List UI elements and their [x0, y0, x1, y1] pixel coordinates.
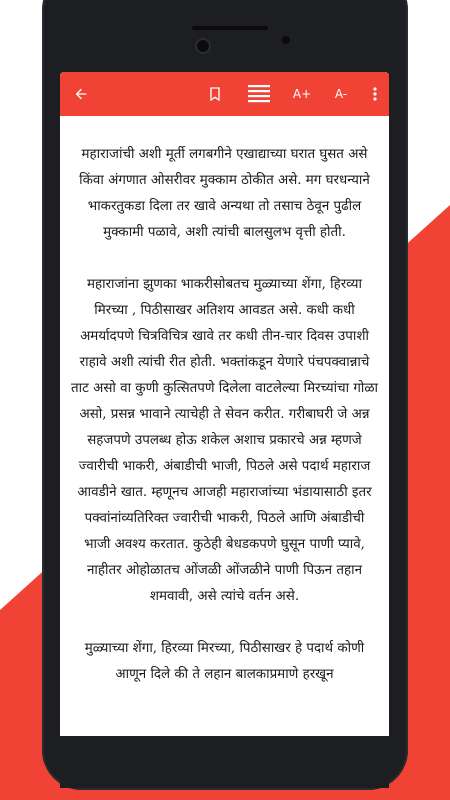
- phone-screen: [60, 72, 389, 736]
- bookmark-button[interactable]: [202, 72, 228, 116]
- bookmark-icon: [207, 86, 223, 102]
- more-options-button[interactable]: [363, 72, 387, 116]
- article-paragraph: मुळ्याच्या शेंगा, हिरव्या मिरच्या, पिठीसाखर हे पदार्थ कोणी आणून दिले की ते लहान बालकाप्रमाणे हरखून: [84, 641, 365, 682]
- earpiece-speaker: [192, 26, 268, 30]
- text-align-icon: [248, 84, 270, 104]
- arrow-left-icon: [73, 86, 89, 102]
- article-paragraph: महाराजांना झुणका भाकरीसोबतच मुळ्याच्या शेंगा, हिरव्या मिरच्या , पिठीसाखर अतिशय आवडत असे. कधी कधी अमर्यादपणे चित्रविचित्र खावे तर कधी तीन-चार दिवस उपाशी राहावे अशी त्यांची रीत होती. भक्तांकडून येणारे पंचपक्वान्नाचे ताट असो वा कुणी कुत्सितपणे दिलेला वाटलेल्या मिरच्यांचा गोळा असो, प्रसन्न भावाने त्याचेही ते सेवन करीत. गरीबाघरी जे अन्न सहजपणे उपलब्ध होऊ शकेल अशाच प्रकारचे अन्न म्हणजे ज्वारीची भाकरी, अंबाडीची भाजी, पिठले असे पदार्थ महाराज आवडीने खात. म्हणूनच आजही महाराजांच्या भंडायासाठी इतर पक्वांनांव्यतिरिक्त ज्वारीची भाकरी, पिठले आणि अंबाडीची भाजी अवश्य करतात. कुठेही बेधडकपणे घुसून पाणी प्यावे, नाहीतर ओहोळातच ओंजळी ओंजळीने पाणी पिऊन तहान शमवावी, असे त्यांचे वर्तन असे.: [71, 277, 378, 604]
- front-camera: [197, 40, 209, 52]
- more-vert-icon: [373, 87, 377, 101]
- article-content[interactable]: [60, 116, 389, 736]
- text-align-button[interactable]: [244, 72, 274, 116]
- back-button[interactable]: [66, 72, 96, 116]
- font-decrease-button[interactable]: A-: [334, 87, 348, 101]
- phone-bottom-bezel: [60, 736, 389, 788]
- app-toolbar: [60, 72, 389, 116]
- proximity-sensor: [282, 36, 290, 44]
- font-increase-button[interactable]: A+: [292, 87, 312, 101]
- article-paragraph: महाराजांची अशी मूर्ती लगबगीने एखाद्याच्या घरात घुसत असे किंवा अंगणात ओसरीवर मुक्काम ठोकीत असे. मग घरधन्याने भाकरतुकडा दिला तर खावे अन्यथा तो तसाच ठेवून पुढील मुक्कामी पळावे, अशी त्यांची बालसुलभ वृत्ती होती.: [79, 147, 370, 240]
